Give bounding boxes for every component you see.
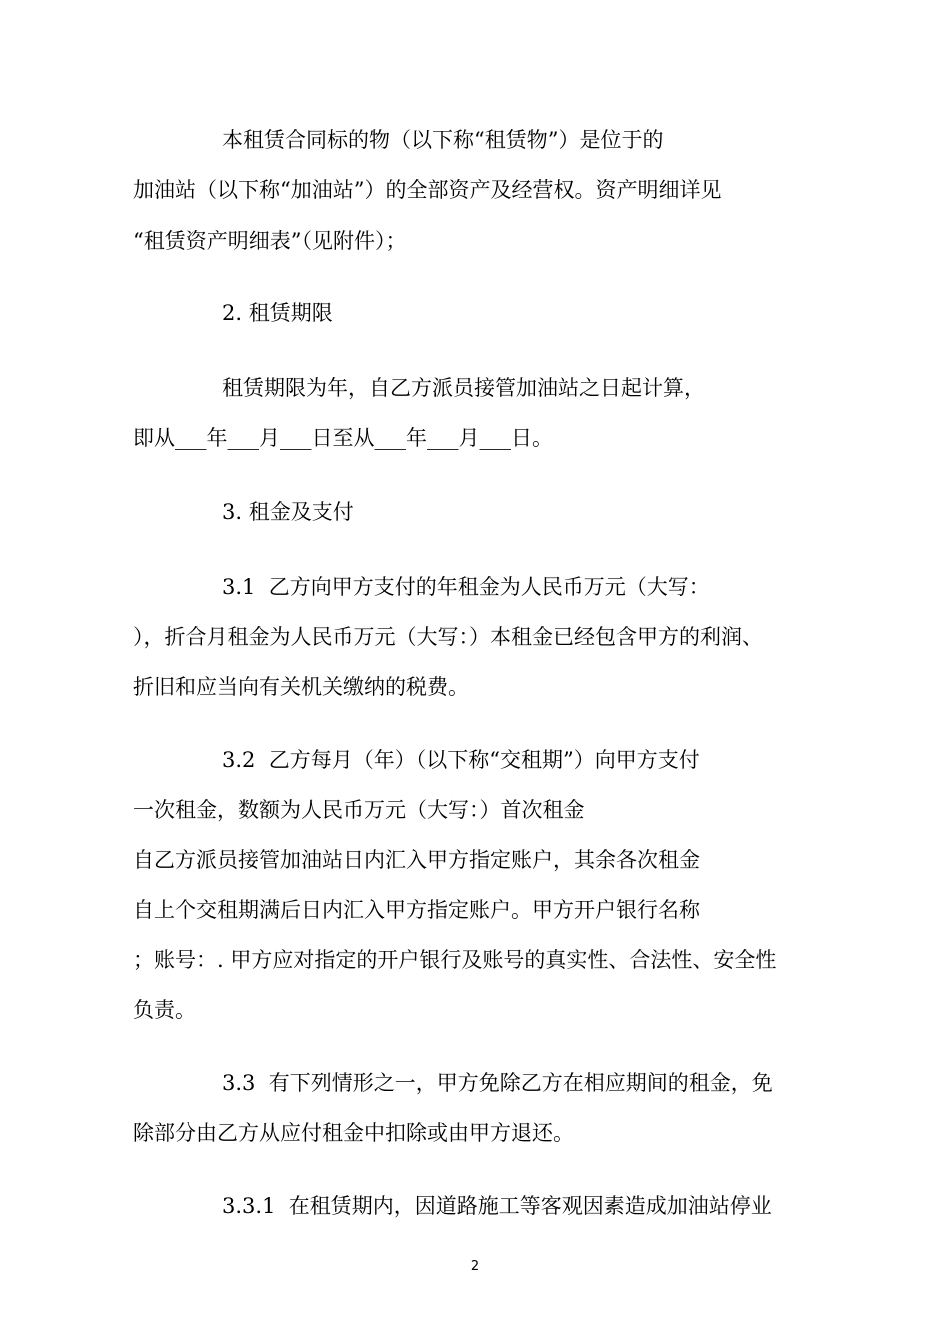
paragraph-line: 除部分由乙方从应付租金中扣除或由甲方退还。 xyxy=(133,1121,574,1145)
paragraph-line: 本租赁合同标的物（以下称“租赁物”）是位于的 xyxy=(222,128,664,152)
paragraph-line: 折旧和应当向有关机关缴纳的税费。 xyxy=(133,675,469,699)
paragraph-line: “租赁资产明细表”（见附件）； xyxy=(133,229,407,253)
paragraph-line: 3.1 乙方向甲方支付的年租金为人民币万元（大写： xyxy=(222,575,710,599)
paragraph-line: 自乙方派员接管加油站日内汇入甲方指定账户，其余各次租金 xyxy=(133,848,700,872)
page-number: 2 xyxy=(470,1259,480,1274)
paragraph-line: 即从___年___月___日至从___年___月___日。 xyxy=(133,426,553,450)
paragraph-line: 负责。 xyxy=(133,998,196,1022)
paragraph-line: 加油站（以下称“加油站”）的全部资产及经营权。资产明细详见 xyxy=(133,178,722,202)
paragraph-line: 一次租金，数额为人民币万元（大写：）首次租金 xyxy=(133,798,585,822)
paragraph-line: 3.3 有下列情形之一，甲方免除乙方在相应期间的租金，免 xyxy=(222,1071,773,1095)
paragraph-line: ；账号：. 甲方应对指定的开户银行及账号的真实性、合法性、安全性 xyxy=(133,948,777,972)
section-heading: 2. 租赁期限 xyxy=(222,301,333,325)
paragraph-line: 自上个交租期满后日内汇入甲方指定账户。甲方开户银行名称 xyxy=(133,898,700,922)
paragraph-line: 3.2 乙方每月（年）（以下称“交租期”）向甲方支付 xyxy=(222,748,700,772)
paragraph-line: 租赁期限为年，自乙方派员接管加油站之日起计算， xyxy=(222,376,705,400)
paragraph-line: ），折合月租金为人民币万元（大写：）本租金已经包含甲方的利润、 xyxy=(133,625,763,649)
paragraph-line: 3.3.1 在租赁期内，因道路施工等客观因素造成加油站停业 xyxy=(222,1194,772,1218)
section-heading: 3. 租金及支付 xyxy=(222,500,354,524)
